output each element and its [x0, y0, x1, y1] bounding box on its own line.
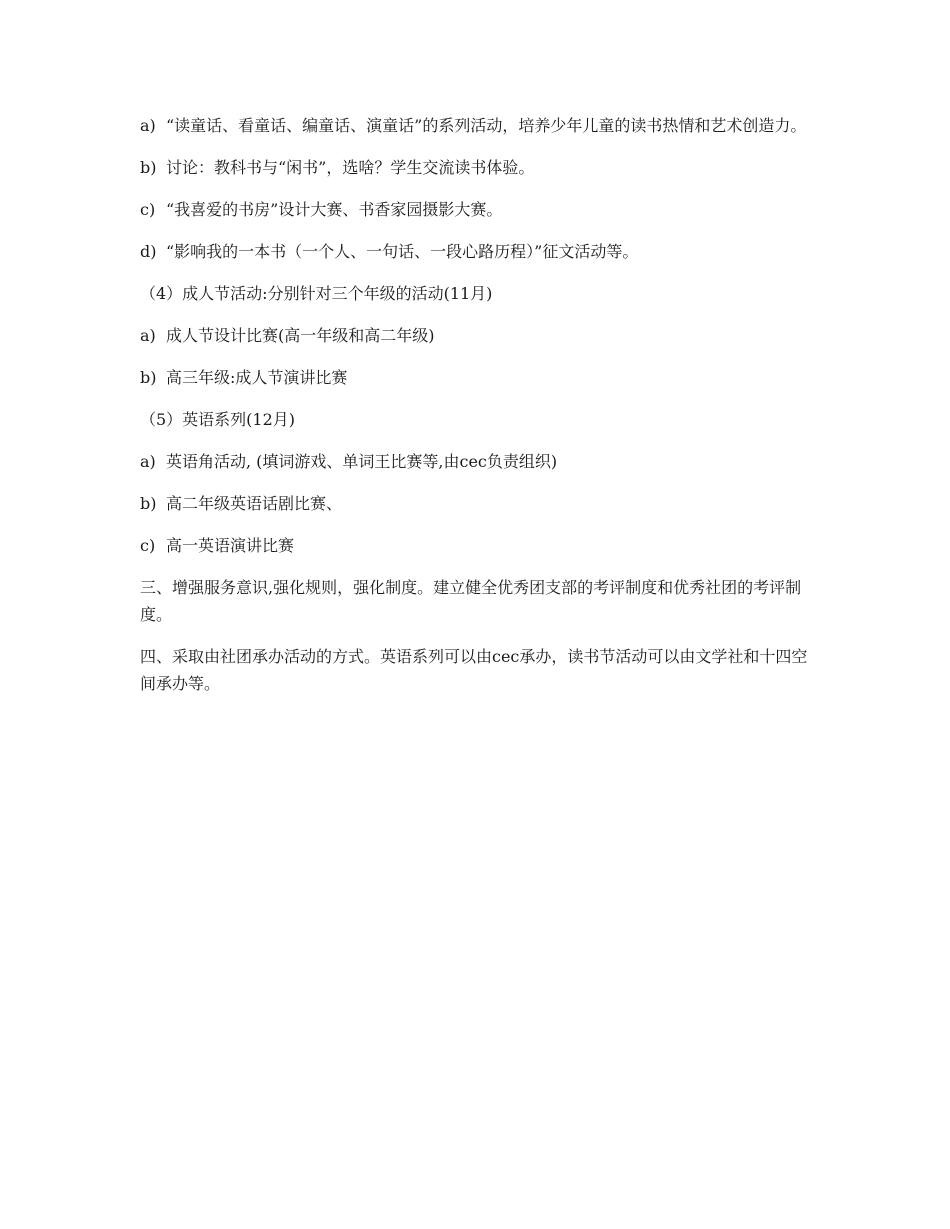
list-marker: c)	[140, 200, 156, 219]
paragraph-three: 三、增强服务意识,强化规则，强化制度。建立健全优秀团支部的考评制度和优秀社团的考评制度。	[140, 578, 802, 624]
list-item	[140, 238, 812, 265]
list-item-text: 英语角活动, (填词游戏、单词王比赛等,由cec负责组织)	[166, 452, 558, 471]
list-item-text: 高三年级:成人节演讲比赛	[166, 368, 348, 387]
list-marker: b)	[140, 368, 157, 387]
section-heading-5: （5）英语系列(12月)	[140, 410, 296, 429]
list-item-text: “读童话、看童话、编童话、演童话”的系列活动，培养少年儿童的读书热情和艺术创造力。	[166, 116, 807, 135]
list-item	[140, 196, 812, 223]
paragraph-four: 四、采取由社团承办活动的方式。英语系列可以由cec承办，读书节活动可以由文学社和十四空间承办等。	[140, 647, 808, 693]
list-item-text: 高一英语演讲比赛	[166, 536, 295, 555]
list-item	[140, 448, 812, 475]
list-marker: a)	[140, 116, 156, 135]
list-marker: b)	[140, 158, 157, 177]
list-marker: d)	[140, 242, 157, 261]
list-item	[140, 490, 812, 517]
list-item	[140, 364, 812, 391]
list-item	[140, 112, 812, 139]
list-marker: a)	[140, 326, 156, 345]
list-item	[140, 532, 812, 559]
list-item-text: 成人节设计比赛(高一年级和高二年级)	[166, 326, 435, 345]
list-item-text: “我喜爱的书房”设计大赛、书香家园摄影大赛。	[166, 200, 503, 219]
section-heading-4: （4）成人节活动:分别针对三个年级的活动(11月)	[140, 284, 493, 303]
list-item-text: 讨论：教科书与“闲书”，选啥？学生交流读书体验。	[166, 158, 535, 177]
list-marker: a)	[140, 452, 156, 471]
list-marker: b)	[140, 494, 157, 513]
list-item	[140, 322, 812, 349]
list-item-text: 高二年级英语话剧比赛、	[166, 494, 343, 513]
list-item-text: “影响我的一本书（一个人、一句话、一段心路历程）”征文活动等。	[166, 242, 639, 261]
list-item	[140, 154, 812, 181]
list-marker: c)	[140, 536, 156, 555]
document-body	[140, 112, 812, 712]
